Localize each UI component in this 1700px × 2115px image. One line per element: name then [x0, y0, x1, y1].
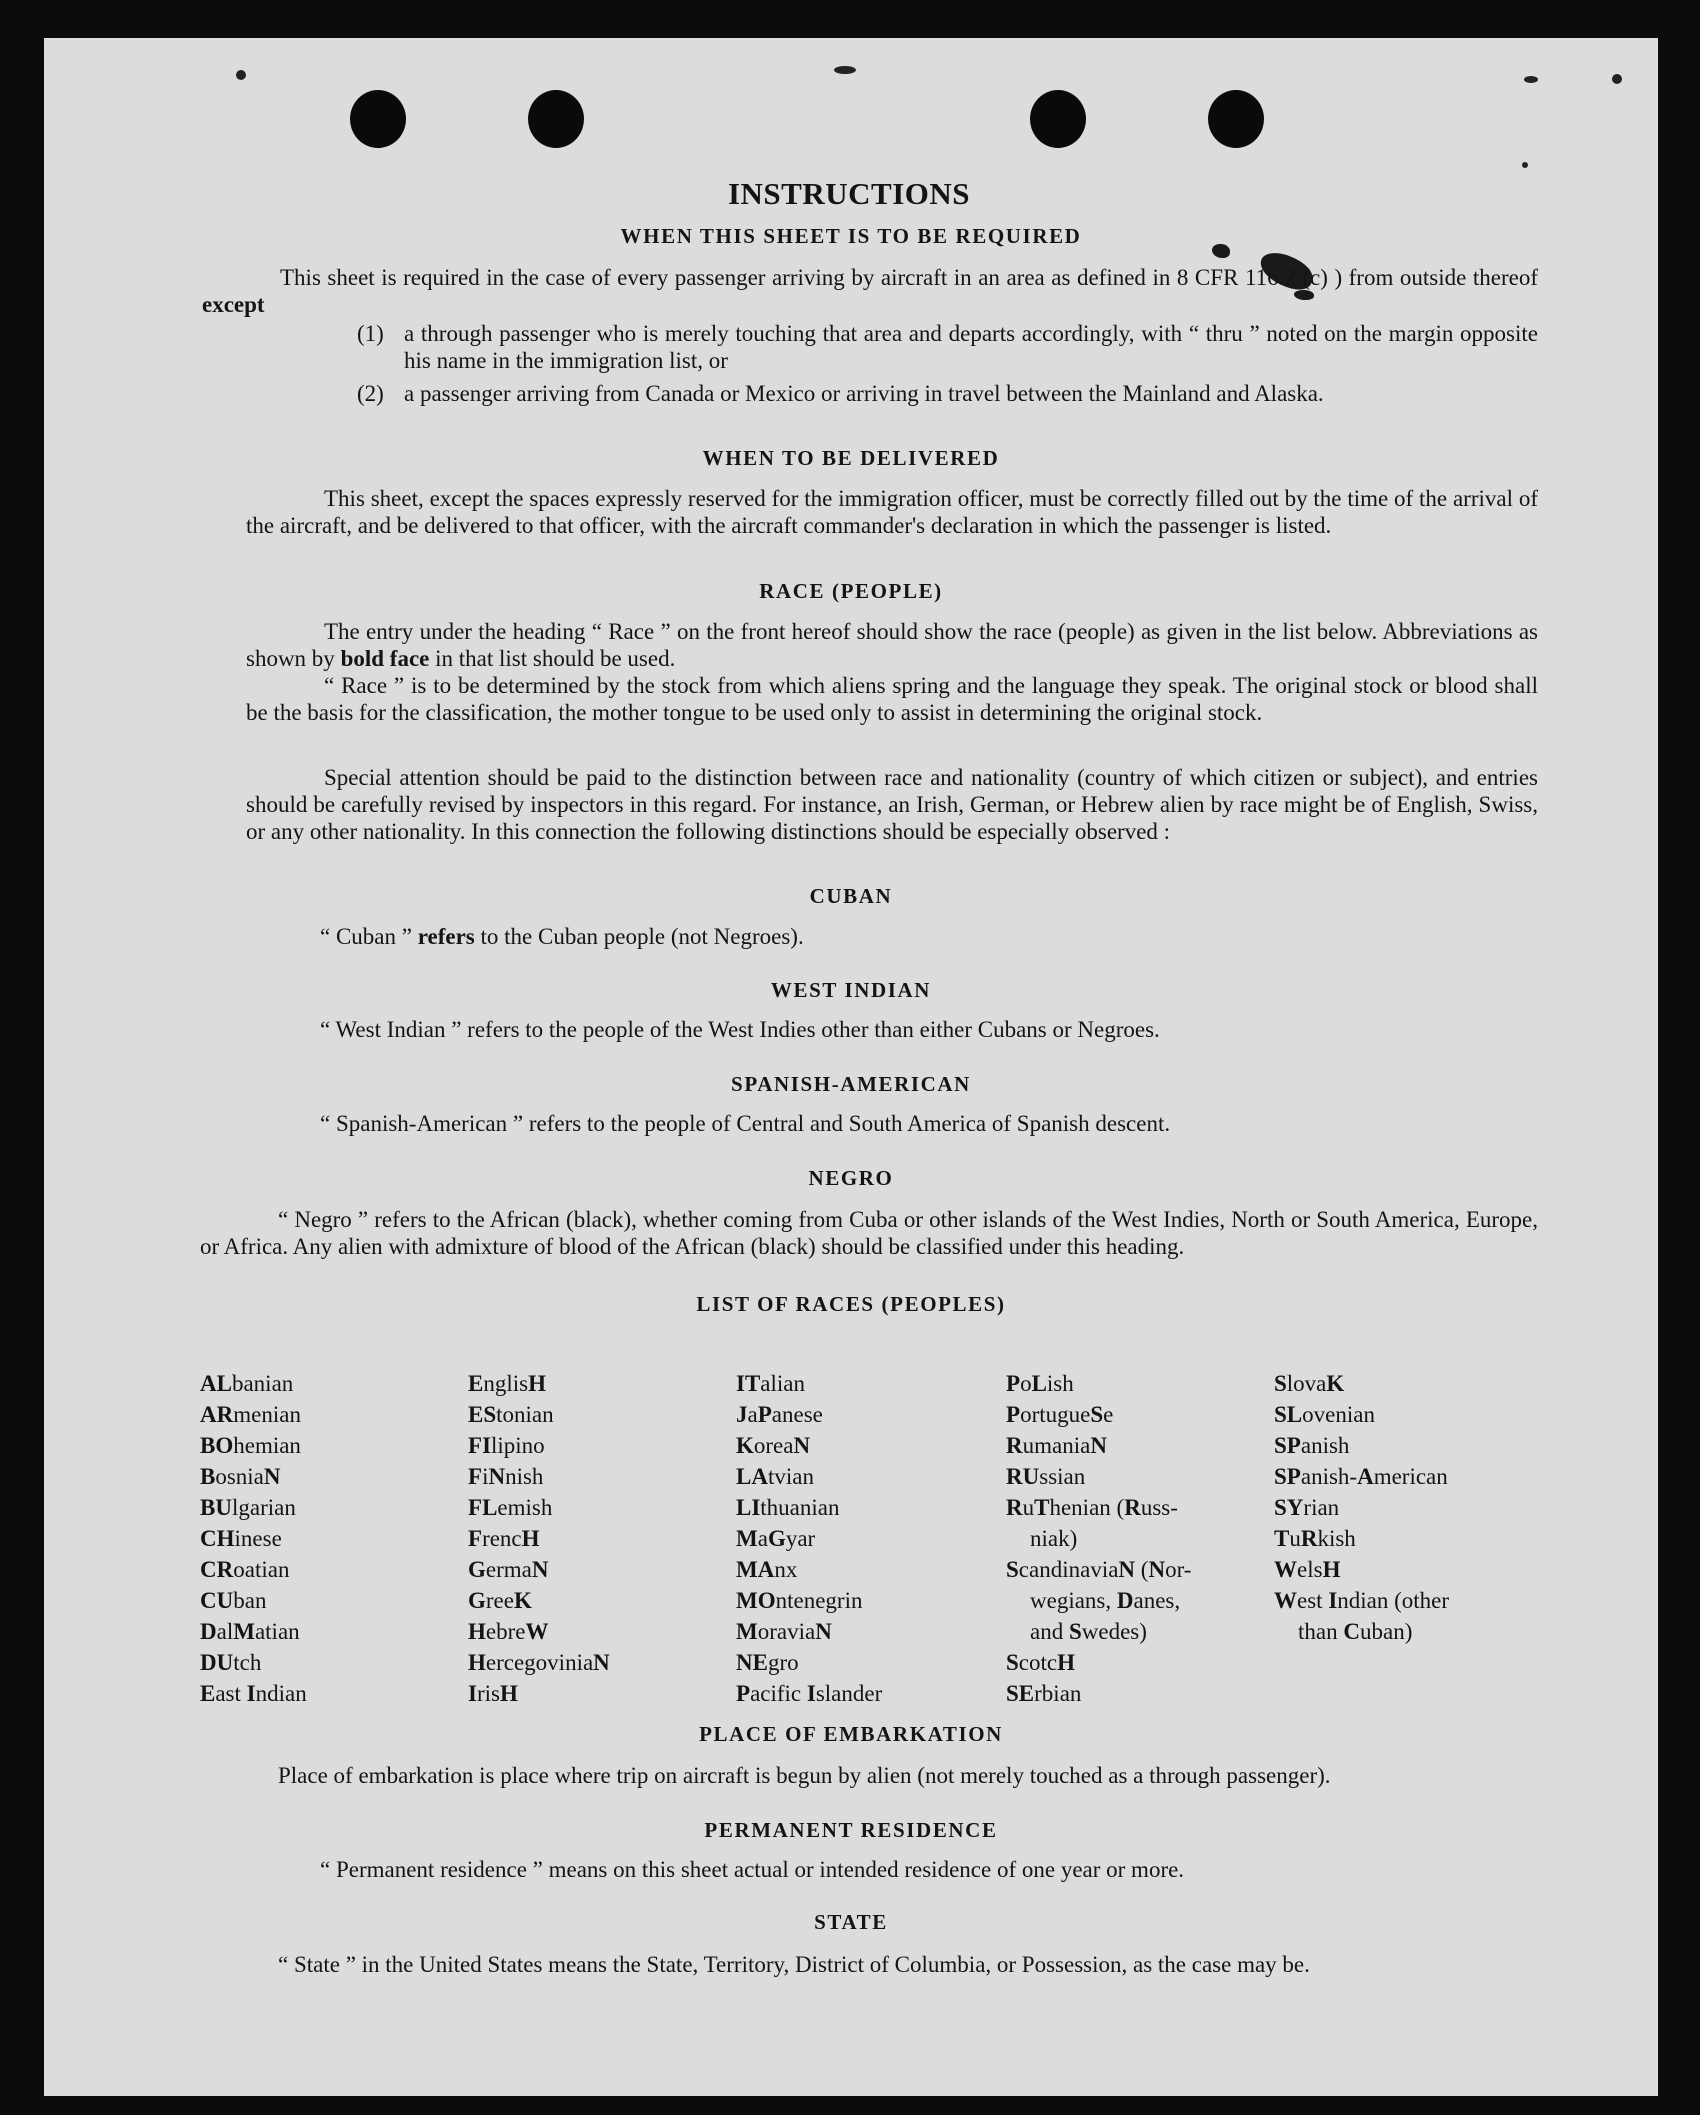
race-list-item: GermaN: [468, 1557, 549, 1582]
definition-negro: “ Negro ” refers to the African (black), whether coming from Cuba or other islands of the West Indies, North or South America, Europe, or Africa. Any alien with admixture of blood of the African (black) should be classified under this heading.: [200, 1207, 1538, 1259]
heading-state: STATE: [814, 1910, 888, 1934]
race-list-item: CRoatian: [200, 1557, 290, 1582]
exception-number: (2): [357, 381, 384, 406]
race-list-item: MAnx: [736, 1557, 798, 1582]
ink-speck: [1522, 162, 1528, 168]
race-list-item-continued: than Cuban): [1298, 1619, 1413, 1644]
race-list-item: KoreaN: [736, 1433, 811, 1458]
race-list-item: NEgro: [736, 1650, 799, 1675]
race-list-column-5: [1274, 1368, 1449, 1647]
race-list-item: SYrian: [1274, 1495, 1340, 1520]
race-list-column-1: [200, 1368, 307, 1709]
paragraph-required-emphasis: except: [202, 292, 265, 317]
race-list-item: ScandinaviaN (Nor-: [1006, 1557, 1192, 1582]
race-list-item: FLemish: [468, 1495, 553, 1520]
race-list-item: FIlipino: [468, 1433, 545, 1458]
race-entry-emphasis: bold face: [340, 646, 430, 671]
race-entry-text: The entry under the heading “ Race ” on the front hereof should show the race (people) as given in the list below. Abbreviations as shown by: [246, 619, 1538, 671]
race-list-item: SPanish-American: [1274, 1464, 1448, 1489]
race-list-item: Pacific Islander: [736, 1681, 883, 1706]
exception-item-2: [357, 380, 1538, 407]
race-list-item: East Indian: [200, 1681, 307, 1706]
race-list-item-continued: and Swedes): [1030, 1619, 1147, 1644]
ink-speck: [834, 66, 856, 74]
exception-number: (1): [357, 321, 384, 346]
definition-cuban: [320, 923, 804, 950]
paragraph-delivered: This sheet, except the spaces expressly reserved for the immigration officer, must be correctly filled out by the time of the arrival of the aircraft, and be delivered to that officer, with the aircraft commander's declaration in which the passenger is listed.: [246, 486, 1538, 538]
heading-race: RACE (PEOPLE): [759, 579, 943, 603]
heading-when-required: WHEN THIS SHEET IS TO BE REQUIRED: [620, 224, 1082, 248]
race-list-item: LAtvian: [736, 1464, 814, 1489]
paragraph-state: “ State ” in the United States means the State, Territory, District of Columbia, or Possession, as the case may be.: [278, 1952, 1310, 1977]
race-list-item: RuThenian (Russ-: [1006, 1495, 1178, 1520]
exception-item-1: [357, 320, 1538, 374]
paragraph-embarkation: Place of embarkation is place where trip on aircraft is begun by alien (not merely touched as a through passenger).: [278, 1763, 1331, 1788]
heading-list-of-races: LIST OF RACES (PEOPLES): [696, 1292, 1006, 1316]
race-list-item: EnglisH: [468, 1371, 546, 1396]
heading-place-of-embarkation: PLACE OF EMBARKATION: [699, 1722, 1003, 1746]
heading-west-indian: WEST INDIAN: [770, 978, 932, 1002]
exception-text: a passenger arriving from Canada or Mexico or arriving in travel between the Mainland and Alaska.: [404, 381, 1324, 406]
heading-when-delivered: WHEN TO BE DELIVERED: [702, 446, 1000, 470]
race-list-item: TuRkish: [1274, 1526, 1356, 1551]
heading-cuban: CUBAN: [809, 884, 893, 908]
race-list-item: PortugueSe: [1006, 1402, 1114, 1427]
race-list-item: WelsH: [1274, 1557, 1341, 1582]
punch-hole: [528, 90, 584, 148]
race-list-item: CUban: [200, 1588, 267, 1613]
race-list-item: HercegoviniaN: [468, 1650, 610, 1675]
paragraph-race-entry: [246, 618, 1538, 672]
paragraph-permanent-residence: “ Permanent residence ” means on this sheet actual or intended residence of one year or more.: [320, 1857, 1185, 1882]
race-list-column-3: [736, 1368, 882, 1709]
race-list-item: BUlgarian: [200, 1495, 296, 1520]
ink-speck: [236, 70, 246, 80]
race-list-item: ITalian: [736, 1371, 805, 1396]
paragraph-race-stock: “ Race ” is to be determined by the stock from which aliens spring and the language they speak. The original stock or blood shall be the basis for the classification, the mother tongue to be used only to assist in determining the original stock.: [246, 673, 1538, 725]
race-list-item: LIthuanian: [736, 1495, 840, 1520]
race-list-item: CHinese: [200, 1526, 282, 1551]
race-list-item: West Indian (other: [1274, 1588, 1450, 1613]
cuban-text: to the Cuban people (not Negroes).: [480, 924, 804, 949]
cuban-term: “ Cuban ”: [320, 924, 412, 949]
cuban-refers: refers: [417, 924, 475, 949]
race-list-item: BOhemian: [200, 1433, 301, 1458]
heading-spanish-american: SPANISH-AMERICAN: [731, 1072, 971, 1096]
race-list-item: SPanish: [1274, 1433, 1350, 1458]
race-list-item: IrisH: [468, 1681, 518, 1706]
ink-speck: [1612, 74, 1622, 84]
paragraph-required-text: This sheet is required in the case of every passenger arriving by aircraft in an area as defined in 8 CFR 116.2 (c) ) from outside thereof: [280, 265, 1538, 290]
definition-spanish-american: “ Spanish-American ” refers to the people of Central and South America of Spanish descent.: [320, 1111, 1171, 1136]
punch-hole: [1208, 90, 1264, 148]
race-list-item: SErbian: [1006, 1681, 1082, 1706]
race-list-column-2: [468, 1368, 610, 1709]
race-list-item: SlovaK: [1274, 1371, 1345, 1396]
paragraph-special-attention: Special attention should be paid to the distinction between race and nationality (country of which citizen or subject), and entries should be carefully revised by inspectors in this regard. For instance, an Irish, German, or Hebrew alien by race might be of English, Swiss, or any other nationality. In this connection the following distinctions should be especially observed :: [246, 765, 1538, 844]
race-entry-tail: in that list should be used.: [435, 646, 676, 671]
race-list-item: DalMatian: [200, 1619, 300, 1644]
race-list-item: RUssian: [1006, 1464, 1086, 1489]
race-list-item: FrencH: [468, 1526, 540, 1551]
race-list-item: ALbanian: [200, 1371, 294, 1396]
race-list-item: JaPanese: [736, 1402, 823, 1427]
race-list-item: PoLish: [1006, 1371, 1074, 1396]
heading-negro: NEGRO: [808, 1166, 894, 1190]
race-list-item: EStonian: [468, 1402, 554, 1427]
race-list-item: DUtch: [200, 1650, 262, 1675]
paragraph-required: [202, 264, 1538, 318]
race-list-item: HebreW: [468, 1619, 549, 1644]
race-list-item: SLovenian: [1274, 1402, 1375, 1427]
exception-text: a through passenger who is merely touching that area and departs accordingly, with “ thru ” noted on the margin opposite his name in the immigration list, or: [404, 321, 1538, 373]
race-list-item-continued: wegians, Danes,: [1030, 1588, 1181, 1613]
race-list-item: BosniaN: [200, 1464, 281, 1489]
definition-west-indian: “ West Indian ” refers to the people of the West Indies other than either Cubans or Negroes.: [320, 1017, 1160, 1042]
document-title: INSTRUCTIONS: [727, 176, 970, 211]
race-list-item-continued: niak): [1030, 1526, 1078, 1551]
race-list-item: RumaniaN: [1006, 1433, 1107, 1458]
race-list-item: ARmenian: [200, 1402, 301, 1427]
race-list-item: ScotcH: [1006, 1650, 1075, 1675]
punch-hole: [1030, 90, 1086, 148]
heading-permanent-residence: PERMANENT RESIDENCE: [704, 1818, 998, 1842]
ink-speck: [1524, 76, 1538, 83]
race-list-item: FiNnish: [468, 1464, 544, 1489]
document-page: [44, 38, 1658, 2096]
race-list-item: MoraviaN: [736, 1619, 832, 1644]
race-list-column-4: [1006, 1368, 1246, 1709]
race-list-item: MOntenegrin: [736, 1588, 863, 1613]
punch-hole: [350, 90, 406, 148]
race-list-item: MaGyar: [736, 1526, 816, 1551]
race-list-item: GreeK: [468, 1588, 532, 1613]
